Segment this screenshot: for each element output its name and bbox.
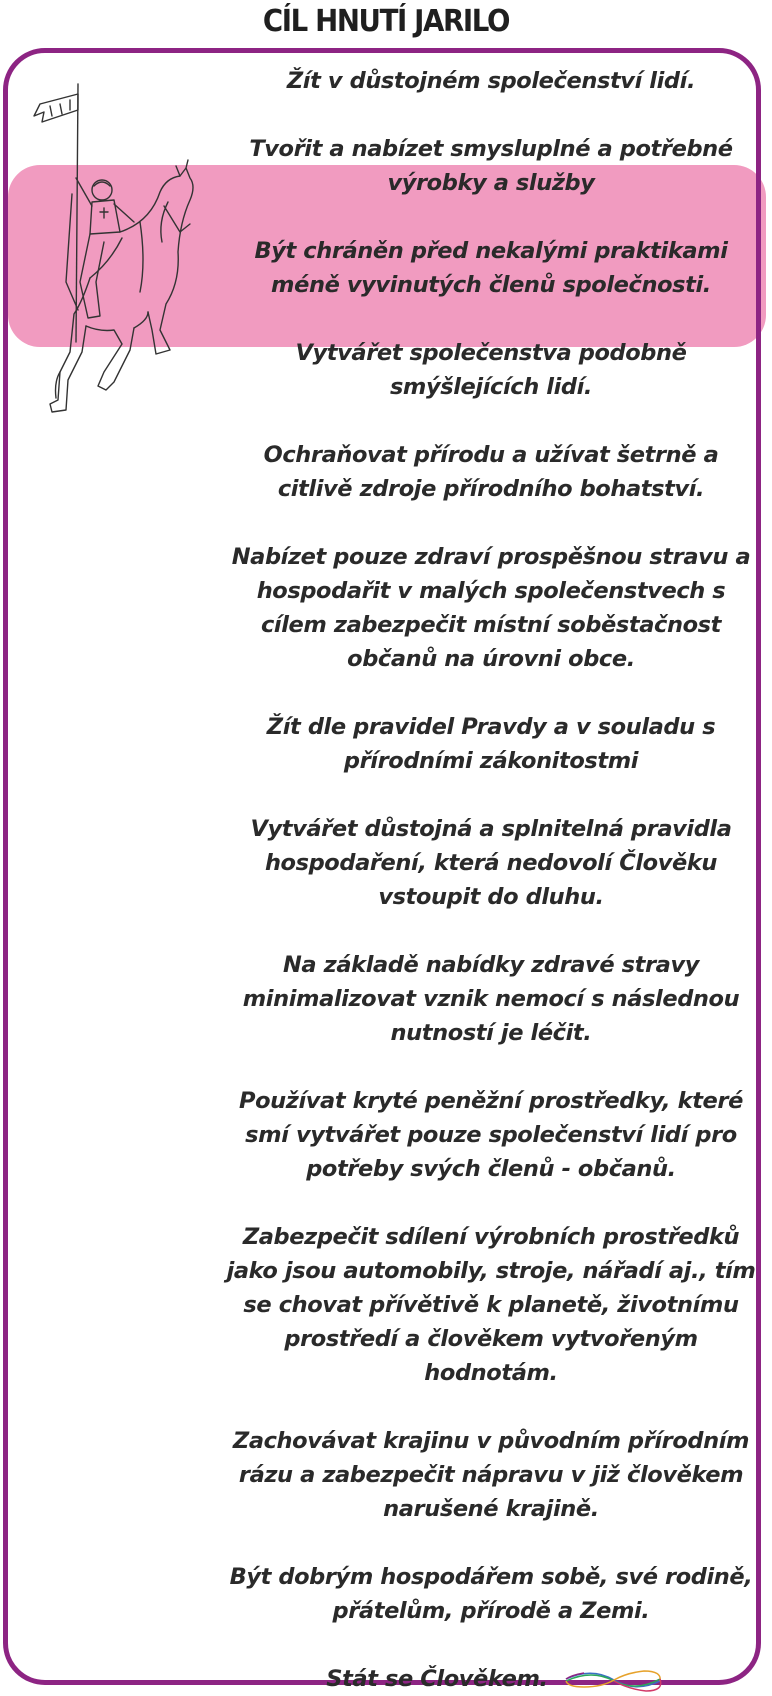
goal-item: Vytvářet společenstva podobně smýšlejících lidí. <box>295 340 687 400</box>
goal-item: Zabezpečit sdílení výrobních prostředků jako jsou automobily, stroje, nářadí aj., tím se chovat přívětivě k planetě, životnímu prostředí a člověkem vytvořeným hodnotám. <box>226 1224 756 1386</box>
closing-statement: Stát se Člověkem. <box>326 1666 548 1692</box>
goal-item: Tvořit a nabízet smysluplné a potřebné výrobky a služby <box>249 136 733 196</box>
rainbow-swirl-icon <box>562 1665 666 1695</box>
goal-item: Nabízet pouze zdraví prospěšnou stravu a hospodařit v malých společenstvech s cílem zabezpečit místní soběstačnost občanů na úrovni obce. <box>231 544 751 672</box>
closing-row <box>236 1662 756 1696</box>
goal-item: Ochraňovat přírodu a užívat šetrně a citlivě zdroje přírodního bohatství. <box>263 442 719 502</box>
page-title: CÍL HNUTÍ JARILO <box>262 4 510 39</box>
goal-item: Používat kryté peněžní prostředky, které smí vytvářet pouze společenství lidí pro potřeby svých členů - občanů. <box>239 1088 743 1182</box>
goal-item: Být dobrým hospodářem sobě, své rodině, přátelům, přírodě a Zemi. <box>229 1564 753 1624</box>
goal-item: Žít v důstojném společenství lidí. <box>286 68 696 94</box>
knight-on-horse-icon <box>30 82 210 452</box>
goal-item: Žít dle pravidel Pravdy a v souladu s přírodními zákonitostmi <box>266 714 716 774</box>
goal-item: Vytvářet důstojná a splnitelná pravidla hospodaření, která nedovolí Člověku vstoupit do dluhu. <box>250 816 732 910</box>
goal-item: Být chráněn před nekalými praktikami méně vyvinutých členů společnosti. <box>254 238 728 298</box>
goal-list <box>226 64 756 1696</box>
goal-item: Na základě nabídky zdravé stravy minimalizovat vznik nemocí s následnou nutností je léčit. <box>242 952 740 1046</box>
goal-item: Zachovávat krajinu v původním přírodním rázu a zabezpečit nápravu v již člověkem narušené krajině. <box>232 1428 750 1522</box>
